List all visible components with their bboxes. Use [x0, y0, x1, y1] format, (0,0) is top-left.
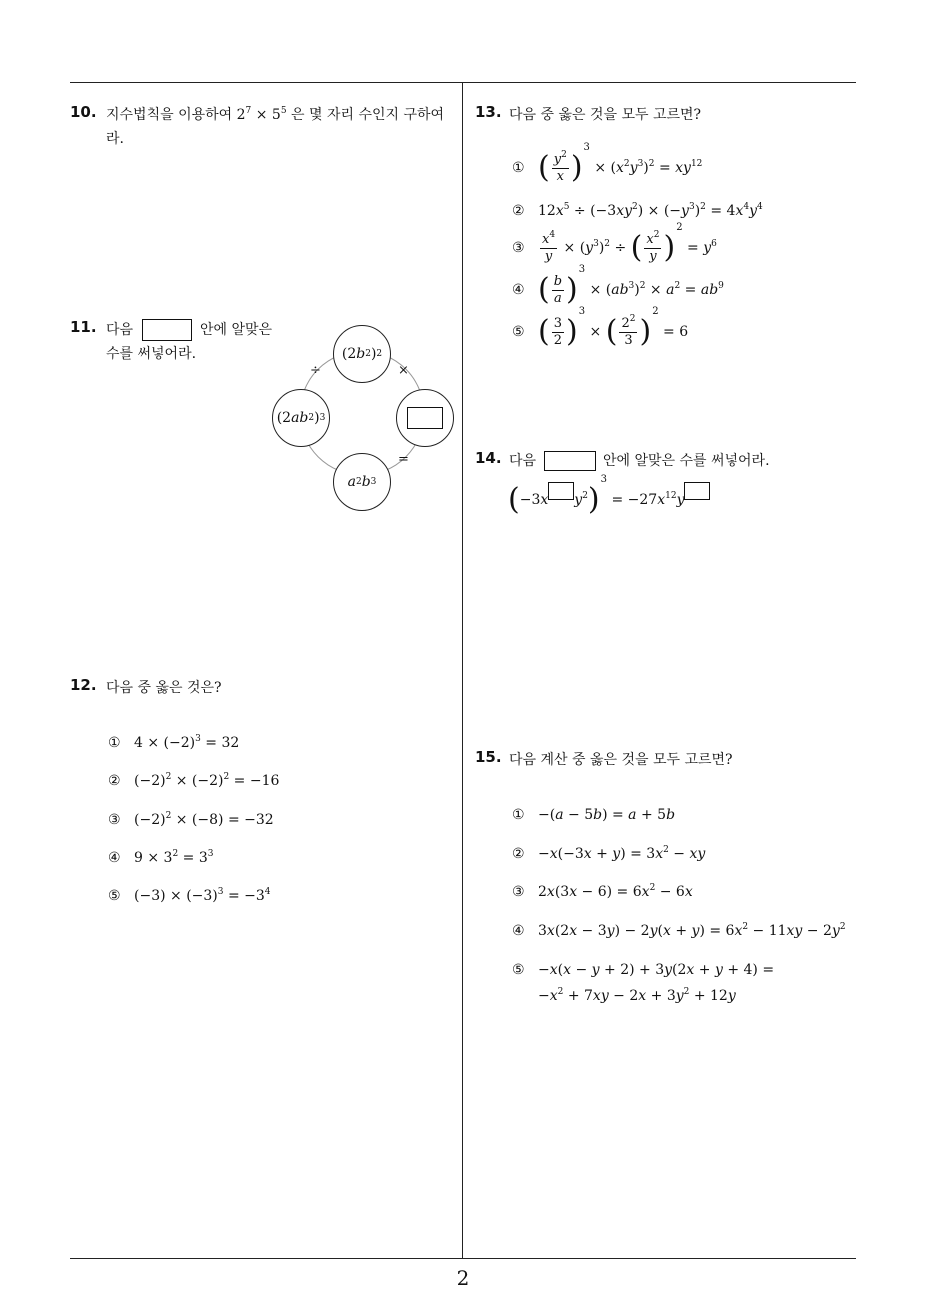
question-14 [475, 449, 855, 473]
option-4: ④ ( $\frac{b}{a}$ )$^3 \times (ab^3)^2 \times a^2 = ab^9$ [512, 264, 724, 307]
question-number: 12. [70, 676, 97, 694]
question-15 [475, 748, 855, 772]
option-1: ① ( $\frac{y^2}{x}$ )$^3 \times (x^2y^3)^2 = xy^{12}$ [512, 142, 703, 185]
answer-box [548, 482, 574, 500]
option-2: ② $-x(-3x + y) = 3x^2$ − xy [512, 845, 706, 862]
option-5: ⑤ $(-3) \times (-3)^3 = -3^4$ [108, 887, 271, 904]
option-1: ① $4 \times (-2)^3 = 32$ [108, 734, 240, 751]
cycle-diagram [272, 325, 452, 495]
question-12 [70, 676, 455, 700]
option-2: ② $12x^5 \div (-3xy^2) \times (-y^3)^2 = 4x^4y^4$ [512, 202, 763, 219]
question-13 [475, 103, 855, 127]
answer-box [544, 451, 596, 471]
question-10 [70, 103, 455, 151]
answer-box [142, 319, 192, 341]
question-text: 다음 안에 알맞은 수를 써넣어라. [509, 453, 770, 469]
option-4: ④ $9 \times 3^2 = 3^3$ [108, 849, 214, 866]
option-4: ④ $3x(2x - 3y) - 2y(x + y) = 6x^2 - 11xy - 2y^2$ [512, 922, 846, 939]
question-number: 10. [70, 103, 97, 121]
equals-symbol: = [398, 452, 409, 467]
page-number: 2 [456, 1266, 470, 1290]
bottom-rule [70, 1258, 856, 1259]
option-2: ② $(-2)^2 \times (-2)^2 = -16$ [108, 772, 280, 789]
node-top: (2 b 2 ) 2 [333, 325, 391, 383]
multiply-symbol: × [398, 363, 409, 378]
node-bottom: a 2 b 3 [333, 453, 391, 511]
question-14-equation: (−3x $y^2)^3 = -27x^{12}y$ [508, 480, 710, 515]
question-number: 15. [475, 748, 502, 766]
question-number: 11. [70, 318, 97, 336]
divide-symbol: ÷ [310, 363, 321, 378]
answer-box [407, 407, 443, 429]
question-text: 다음 계산 중 옳은 것을 모두 고르면? [509, 752, 733, 768]
question-text: 지수법칙을 이용하여 $2^7 \times 5^5$ 은 몇 자리 수인지 구하여라. [106, 106, 445, 147]
question-text: 다음 중 옳은 것은? [106, 680, 222, 696]
node-right [396, 389, 454, 447]
column-divider [462, 82, 463, 1259]
option-5: ⑤ ( $\frac{3}{2}$ )$^3$ × ( $\frac{2^2}{3}$ )$^2$ = 6 [512, 306, 689, 349]
question-text: 다음 안에 알맞은 수를 써넣어라. [106, 318, 276, 366]
option-3: ③ $(-2)^2 \times (-8) = -32$ [108, 811, 274, 828]
question-number: 14. [475, 449, 502, 467]
node-left: (2 ab 2 ) 3 [272, 389, 330, 447]
answer-box [684, 482, 710, 500]
option-3: ③ $2x(3x - 6) = 6x^2 - 6x$ [512, 883, 693, 900]
question-number: 13. [475, 103, 502, 121]
question-text: 다음 중 옳은 것을 모두 고르면? [509, 107, 702, 123]
option-5: ⑤ −x(x − y + 2) + 3y(2x + y + 4) = [512, 962, 775, 978]
top-rule [70, 82, 856, 83]
option-5-continued: $-x^2 + 7xy - 2x + 3y^2 + 12y$ [538, 987, 736, 1004]
option-1: ① −(a − 5b) = a + 5b [512, 807, 676, 823]
option-3: ③ $\frac{x^4}{y}$ × $(y^3)^2$ ÷ ( $\frac{x^2}{y}$ )$^2 = y^6$ [512, 222, 717, 265]
